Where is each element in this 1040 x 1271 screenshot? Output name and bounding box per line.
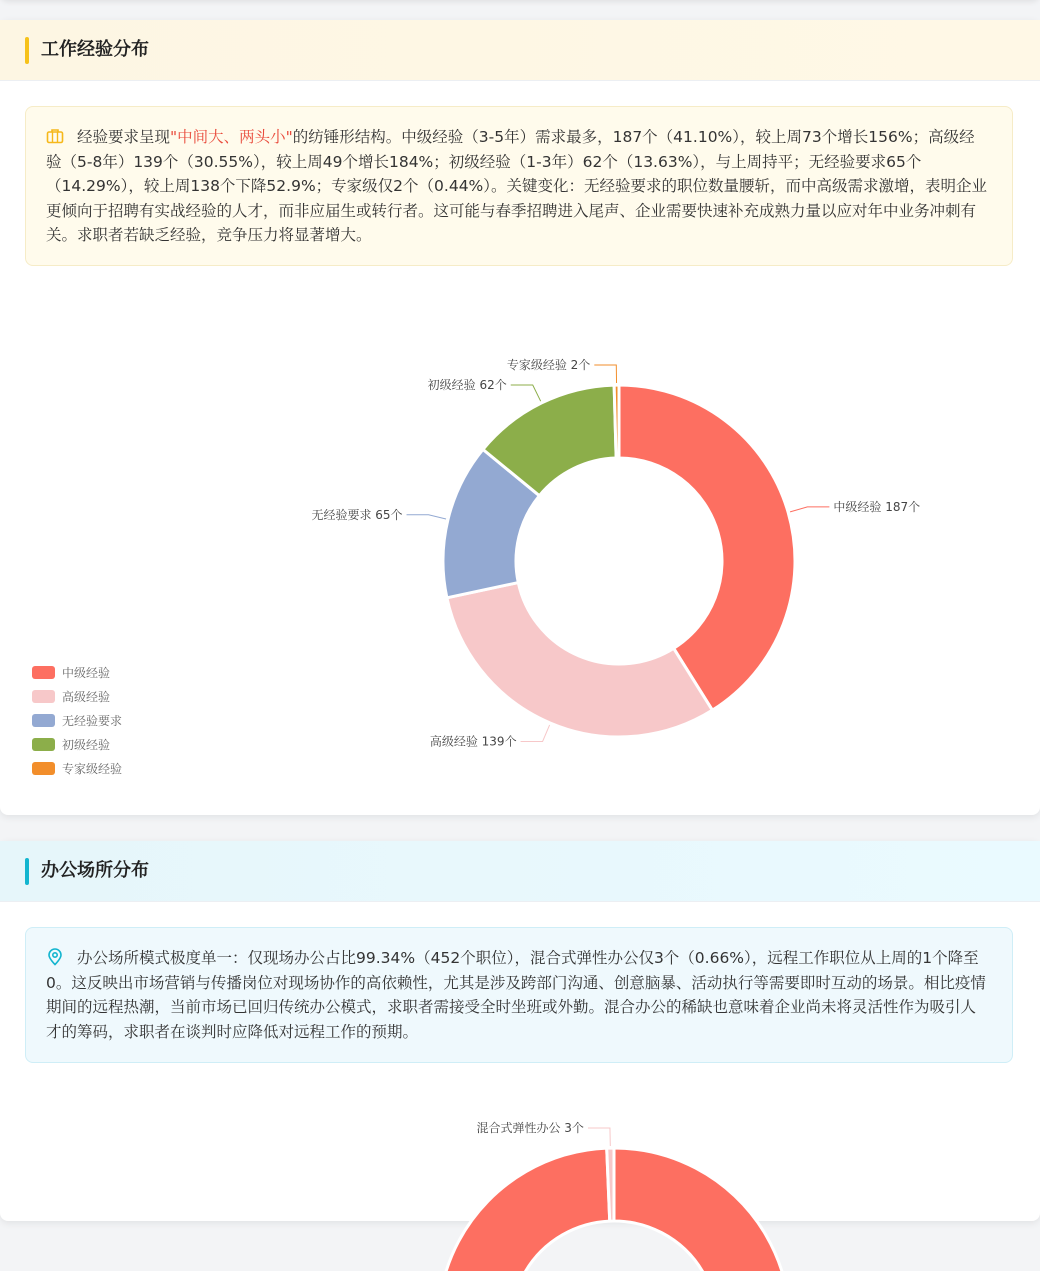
legend-swatch xyxy=(32,690,55,703)
label-leader-line xyxy=(790,507,829,512)
legend-label: 无经验要求 xyxy=(62,713,123,728)
experience-card xyxy=(0,20,1040,815)
legend-swatch xyxy=(32,666,55,679)
data-label: 混合式弹性办公 3个 xyxy=(476,1121,584,1136)
label-leader-line xyxy=(588,1128,610,1146)
label-leader-line xyxy=(594,365,616,383)
data-label: 高级经验 139个 xyxy=(429,734,517,749)
label-leader-line xyxy=(511,385,541,401)
legend-swatch xyxy=(32,738,55,751)
legend-label: 专家级经验 xyxy=(62,761,123,776)
donut-slice[interactable] xyxy=(614,385,619,458)
legend-label: 初级经验 xyxy=(62,737,111,752)
legend-item[interactable] xyxy=(32,756,122,780)
experience-card-title: 工作经验分布 xyxy=(41,39,149,60)
insight-prefix: 经验要求呈现 xyxy=(77,128,171,146)
office-card-title: 办公场所分布 xyxy=(41,860,149,881)
legend-label: 中级经验 xyxy=(62,665,111,680)
office-card xyxy=(0,841,1040,1221)
experience-donut-chart xyxy=(0,300,1040,820)
office-donut-chart xyxy=(0,1121,1040,1271)
data-label: 无经验要求 65个 xyxy=(311,507,403,522)
donut-slice[interactable] xyxy=(607,1148,614,1221)
title-accent-bar xyxy=(25,37,29,64)
insight-text: 办公场所模式极度单一：仅现场办公占比99.34%（452个职位），混合式弹性办公仅3个（0.66%），远程工作职位从上周的1个降至0。这反映出市场营销与传播岗位对现场协作的高依赖性，尤其是涉及跨部门沟通、创意脑暴、活动执行等需要即时互动的场景。相比疫情期间的远程热潮，当前市场已回归传统办公模式，求职者需接受全时坐班或外勤。混合办公的稀缺也意味着企业尚未将灵活性作为吸引人才的筹码，求职者在谈判时应降低对远程工作的预期。 xyxy=(46,949,986,1041)
insight-body: 的纺锤形结构。中级经验（3-5年）需求最多，187个（41.10%），较上周73个增长156%；高级经验（5-8年）139个（30.55%），较上周49个增长184%；初级经验（1-3年）62个（13.63%），与上周持平；无经验要求65个（14.29%），较上周138个下降52.9%；专家级仅2个（0.44%）。关键变化：无经验要求的职位数量腰斩，而中高级需求激增，表明企业更倾向于招聘有实战经验的人才，而非应届生或转行者。这可能与春季招聘进入尾声、企业需要快速补充成熟力量以应对年中业务冲刺有关。求职者若缺乏经验，竞争压力将显著增大。 xyxy=(46,128,988,244)
legend-item[interactable] xyxy=(32,708,122,732)
donut-slice[interactable] xyxy=(447,583,712,737)
legend-swatch xyxy=(32,714,55,727)
legend-item[interactable] xyxy=(32,684,122,708)
office-insight xyxy=(25,927,1013,1063)
insight-highlight: "中间大、两头小" xyxy=(170,128,293,146)
briefcase-icon xyxy=(46,127,64,145)
title-accent-bar xyxy=(25,858,29,885)
data-label: 中级经验 187个 xyxy=(833,499,921,514)
experience-legend xyxy=(32,660,122,780)
experience-insight xyxy=(25,106,1013,266)
legend-label: 高级经验 xyxy=(62,689,111,704)
location-pin-icon xyxy=(46,948,64,966)
legend-swatch xyxy=(32,762,55,775)
office-card-header xyxy=(0,841,1040,902)
label-leader-line xyxy=(407,515,446,519)
label-leader-line xyxy=(521,725,550,742)
legend-item[interactable] xyxy=(32,732,122,756)
legend-item[interactable] xyxy=(32,660,122,684)
data-label: 初级经验 62个 xyxy=(427,378,507,393)
data-label: 专家级经验 2个 xyxy=(506,358,591,373)
experience-card-header xyxy=(0,20,1040,81)
